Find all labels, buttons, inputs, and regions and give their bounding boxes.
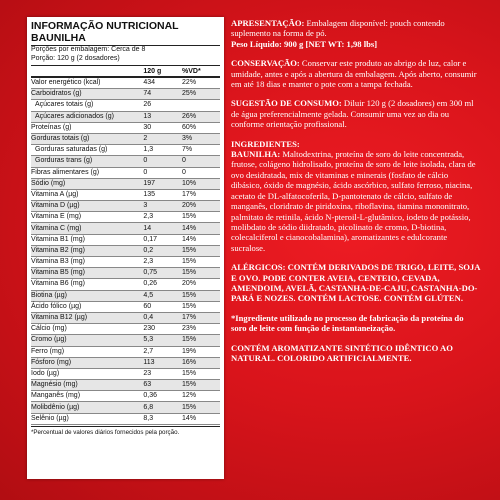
nutrient-vd: 15% (182, 301, 220, 312)
nutrient-name: Vitamina A (µg) (31, 189, 143, 200)
aroma-section (231, 343, 481, 364)
nutrient-amount: 13 (143, 111, 182, 122)
table-row (31, 257, 220, 268)
table-row (31, 156, 220, 167)
table-row (31, 223, 220, 234)
table-row (31, 268, 220, 279)
nutrient-vd: 15% (182, 245, 220, 256)
nutrient-vd (182, 100, 220, 111)
table-row (31, 391, 220, 402)
table-row (31, 100, 220, 111)
apresentacao-section (231, 18, 481, 49)
peso-liquido: Peso Líquido: 900 g [NET WT: 1,98 lbs] (231, 38, 378, 49)
nutrient-name: Sódio (mg) (31, 178, 143, 189)
nutrient-name: Gorduras trans (g) (31, 156, 143, 167)
table-row (31, 189, 220, 200)
nutrient-vd: 0 (182, 167, 220, 178)
nutrient-name: Fibras alimentares (g) (31, 167, 143, 178)
nutrient-vd: 15% (182, 290, 220, 301)
nutrient-name: Gorduras totais (g) (31, 133, 143, 144)
nutrient-amount: 1,3 (143, 145, 182, 156)
nutrient-vd: 0 (182, 156, 220, 167)
nutrition-table-body (31, 77, 220, 424)
nutrient-name: Selênio (µg) (31, 413, 143, 424)
nutrient-vd: 15% (182, 380, 220, 391)
nutrient-name: Biotina (µg) (31, 290, 143, 301)
table-row (31, 346, 220, 357)
nutrient-amount: 6,8 (143, 402, 182, 413)
nutrient-name: Carboidratos (g) (31, 89, 143, 100)
nutrient-amount: 0 (143, 156, 182, 167)
nutrient-amount: 5,3 (143, 335, 182, 346)
nutrition-facts-content (31, 20, 220, 437)
header-amount: 120 g (143, 66, 182, 77)
ingredientes-heading (231, 139, 481, 149)
nutrient-amount: 0,75 (143, 268, 182, 279)
table-row (31, 77, 220, 89)
table-row (31, 301, 220, 312)
nutrition-table (31, 66, 220, 425)
nutrient-vd: 15% (182, 268, 220, 279)
baunilha-label: BAUNILHA: (231, 149, 281, 160)
nutrient-name: Vitamina D (µg) (31, 201, 143, 212)
nutrient-name: Magnésio (mg) (31, 380, 143, 391)
table-row (31, 357, 220, 368)
ingredientes-label: INGREDIENTES: (231, 138, 300, 149)
nutrient-amount: 0,2 (143, 245, 182, 256)
nutrient-vd: 60% (182, 122, 220, 133)
table-row (31, 324, 220, 335)
nutrient-vd: 10% (182, 178, 220, 189)
nutrient-vd: 15% (182, 335, 220, 346)
nutrient-name: Vitamina B1 (mg) (31, 234, 143, 245)
conservacao-text: Conservar este produto ao abrigo de luz, calor e umidade, antes e após a abertura da embalagem. Após aberto, consumir em até 18 dias e manter o pote com a tampa fechada. (231, 58, 477, 90)
nutrient-name: Fósforo (mg) (31, 357, 143, 368)
nutrition-facts-panel (27, 17, 224, 479)
nutrient-amount: 3 (143, 201, 182, 212)
nota-text: *Ingrediente utilizado no processo de fabricação da proteína do soro de leite com função de instantaneização. (231, 312, 464, 334)
sugestao-label: SUGESTÃO DE CONSUMO: (231, 98, 342, 109)
nutrient-amount: 0,4 (143, 312, 182, 323)
table-row (31, 413, 220, 424)
table-row (31, 368, 220, 379)
nutrient-vd: 14% (182, 413, 220, 424)
nutrient-name: Vitamina B12 (µg) (31, 312, 143, 323)
ingredientes-section (231, 149, 481, 253)
nutrient-name: Açúcares totais (g) (31, 100, 143, 111)
table-row (31, 234, 220, 245)
nutrient-name: Ferro (mg) (31, 346, 143, 357)
nutrient-amount: 30 (143, 122, 182, 133)
nutrient-amount: 434 (143, 77, 182, 89)
nutrition-table-header (31, 66, 220, 77)
table-row (31, 290, 220, 301)
table-row (31, 178, 220, 189)
header-blank (31, 66, 143, 77)
nutrient-vd: 7% (182, 145, 220, 156)
nutrient-vd: 20% (182, 201, 220, 212)
nutrient-vd: 19% (182, 346, 220, 357)
table-row (31, 335, 220, 346)
nutrient-vd: 15% (182, 402, 220, 413)
nutrient-vd: 23% (182, 324, 220, 335)
nutrient-amount: 74 (143, 89, 182, 100)
nutrient-name: Vitamina B2 (mg) (31, 245, 143, 256)
nutrient-amount: 8,3 (143, 413, 182, 424)
nutrient-name: Cálcio (mg) (31, 324, 143, 335)
nutrient-name: Vitamina B3 (mg) (31, 257, 143, 268)
aroma-text: CONTÉM AROMATIZANTE SINTÉTICO IDÊNTICO AO NATURAL. COLORIDO ARTIFICIALMENTE. (231, 342, 453, 363)
nutrient-name: Proteínas (g) (31, 122, 143, 133)
table-row (31, 380, 220, 391)
nutrient-name: Vitamina C (mg) (31, 223, 143, 234)
nutrient-amount: 0,17 (143, 234, 182, 245)
nutrient-name: Valor energético (kcal) (31, 77, 143, 89)
table-row (31, 133, 220, 144)
header-vd: %VD* (182, 66, 220, 77)
nutrient-vd: 22% (182, 77, 220, 89)
nutrient-amount: 2,3 (143, 212, 182, 223)
nutrient-amount: 230 (143, 324, 182, 335)
table-row (31, 312, 220, 323)
nutrient-amount: 63 (143, 380, 182, 391)
table-row (31, 212, 220, 223)
nutrient-vd: 17% (182, 312, 220, 323)
nutrient-amount: 113 (143, 357, 182, 368)
nutrient-amount: 2 (143, 133, 182, 144)
sugestao-text: Diluir 120 g (2 dosadores) em 300 ml de água preferencialmente gelada. Consumir uma vez ao dia ou conforme orientação profissional. (231, 98, 474, 130)
table-row (31, 201, 220, 212)
product-info (231, 18, 481, 372)
nutrient-vd: 14% (182, 234, 220, 245)
alergicos-section (231, 262, 481, 304)
nutrition-title: INFORMAÇÃO NUTRICIONAL (31, 20, 179, 32)
nutrient-vd: 26% (182, 111, 220, 122)
conservacao-label: CONSERVAÇÃO: (231, 58, 300, 69)
nutrition-footnote: *Percentual de valores diários fornecidos pela porção. (31, 426, 220, 437)
nutrient-amount: 2,3 (143, 257, 182, 268)
table-row (31, 89, 220, 100)
nutrient-name: Ácido fólico (µg) (31, 301, 143, 312)
nutrient-vd: 25% (182, 89, 220, 100)
nota-section (231, 313, 481, 334)
table-row (31, 111, 220, 122)
apresentacao-label: APRESENTAÇÃO: (231, 18, 305, 28)
nutrient-name: Molibdênio (µg) (31, 402, 143, 413)
nutrient-amount: 2,7 (143, 346, 182, 357)
nutrient-name: Cromo (µg) (31, 335, 143, 346)
table-row (31, 145, 220, 156)
alergicos-text: ALÉRGICOS: CONTÉM DERIVADOS DE TRIGO, LEITE, SOJA E OVO. PODE CONTER AVEIA, CENTEIO, CEVADA, AMENDOIM, AVELÃ, CASTANHA-DE-CAJU, CASTANHA-DO-PARÁ E NOZES. CONTÉM LACTOSE. CONTÉM GLÚTEN. (231, 262, 480, 304)
nutrient-name: Vitamina B6 (mg) (31, 279, 143, 290)
nutrient-vd: 15% (182, 257, 220, 268)
table-row (31, 167, 220, 178)
apresentacao-text: Embalagem disponível: pouch contendo suplemento na forma de pó. (231, 18, 445, 39)
nutrient-name: Açúcares adicionados (g) (31, 111, 143, 122)
nutrient-amount: 23 (143, 368, 182, 379)
nutrient-vd: 3% (182, 133, 220, 144)
nutrient-amount: 26 (143, 100, 182, 111)
nutrient-amount: 4,5 (143, 290, 182, 301)
nutrition-flavor: BAUNILHA (31, 32, 220, 46)
nutrient-amount: 135 (143, 189, 182, 200)
nutrient-name: Manganês (mg) (31, 391, 143, 402)
nutrient-name: Gorduras saturadas (g) (31, 145, 143, 156)
serving-size: Porção: 120 g (2 dosadores) (31, 54, 120, 62)
table-row (31, 279, 220, 290)
nutrient-amount: 0 (143, 167, 182, 178)
nutrient-amount: 60 (143, 301, 182, 312)
nutrient-name: Vitamina B5 (mg) (31, 268, 143, 279)
nutrient-vd: 15% (182, 368, 220, 379)
sugestao-section (231, 98, 481, 129)
nutrient-vd: 15% (182, 212, 220, 223)
table-row (31, 245, 220, 256)
nutrient-name: Iodo (µg) (31, 368, 143, 379)
nutrient-amount: 14 (143, 223, 182, 234)
ingredientes-text: Maltodextrina, proteína de soro do leite concentrada, frutose, colágeno hidrolisado, proteína de soro de leite isolada, clara de ovo desidratada, mix de vitaminas e minerais (fosfato de cálcio dibásico, óxido de magnésio, ácido ascórbico, sulfato ferroso, niacina, acetato de DL-alfatocoferila, D-pantotenato de cálcio, sulfato de manganês, cloridrato de piridoxina, riboflavina, tiamina mononitrato, palmitato de retinila, ácido N-pteroil-L-glutâmico, iodeto de potássio, molibdato de sódio diidratado, picolinato de cromo, D-biotina, colecalciferol e cianocobalamina), aromatizantes e edulcorante sucralose. (231, 149, 476, 253)
nutrient-vd: 16% (182, 357, 220, 368)
nutrient-vd: 17% (182, 189, 220, 200)
nutrient-amount: 0,26 (143, 279, 182, 290)
nutrient-amount: 0,36 (143, 391, 182, 402)
nutrient-vd: 14% (182, 223, 220, 234)
conservacao-section (231, 58, 481, 89)
nutrient-vd: 12% (182, 391, 220, 402)
table-row (31, 402, 220, 413)
nutrient-name: Vitamina E (mg) (31, 212, 143, 223)
table-row (31, 122, 220, 133)
servings-per-pack: Porções por embalagem: Cerca de 8 (31, 46, 146, 53)
nutrient-amount: 197 (143, 178, 182, 189)
nutrient-vd: 20% (182, 279, 220, 290)
